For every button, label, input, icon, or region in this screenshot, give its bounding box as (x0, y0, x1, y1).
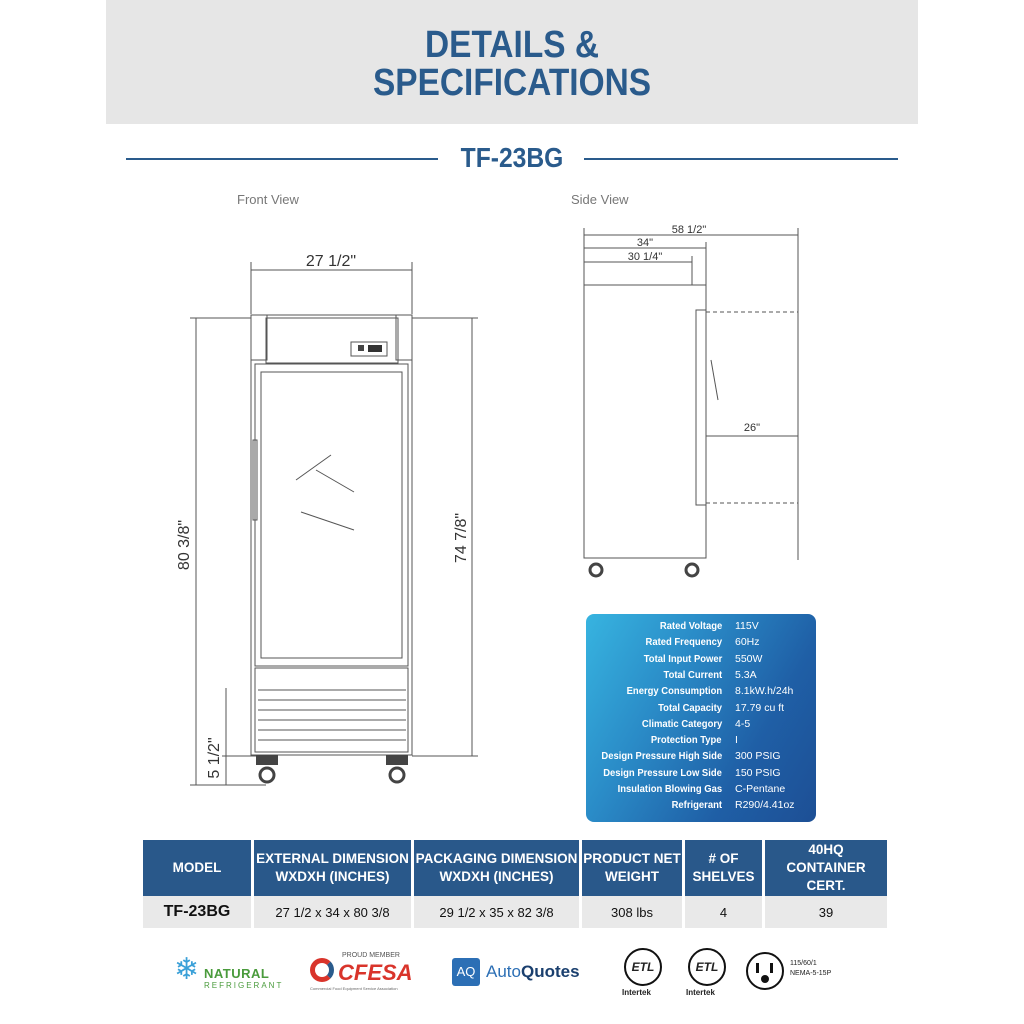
cfesa-sub-text: Commercial Food Equipment Service Association (310, 986, 398, 991)
spec-label: Rated Frequency (645, 636, 722, 649)
plug-ground-icon (761, 975, 769, 983)
header-text: WXDXH (INCHES) (439, 869, 554, 884)
spec-row (586, 799, 816, 815)
etl-listed-mark-1 (620, 948, 664, 1004)
etl-listed-mark-2 (684, 948, 728, 1004)
header-text: MODEL (172, 860, 222, 875)
natural-logo-text: NATURAL (204, 966, 270, 981)
table-header-container (765, 840, 887, 896)
spec-row (586, 734, 816, 750)
spec-value: 150 PSIG (735, 766, 781, 779)
spec-label: Total Input Power (643, 652, 722, 665)
cfesa-swirl-icon (310, 958, 334, 982)
spec-label: Total Capacity (658, 701, 722, 714)
spec-value: 17.79 cu ft (735, 701, 785, 714)
table-header-shelves (685, 840, 762, 896)
front-width-label: 27 1/2" (305, 253, 357, 270)
table-header-weight (582, 840, 682, 896)
plug-nema-text: NEMA-5-15P (790, 970, 832, 977)
front-height-total-label: 80 3/8" (176, 519, 193, 571)
spec-row (586, 620, 816, 636)
header-text: WXDXH (INCHES) (275, 869, 390, 884)
spec-row (586, 750, 816, 766)
front-base-label: 5 1/2" (206, 737, 223, 779)
header-title-line2: SPECIFICATIONS (372, 62, 652, 104)
spec-value: 4-5 (735, 717, 751, 730)
header-title-line1: DETAILS & (424, 24, 600, 66)
spec-label: Insulation Blowing Gas (617, 783, 722, 795)
cfesa-text: CFESA (338, 960, 413, 985)
plug-rating-text: 115/60/1 (790, 960, 817, 967)
cfesa-logo (310, 952, 440, 996)
spec-value: 5.3A (735, 668, 757, 681)
spec-label: Design Pressure High Side (601, 750, 722, 763)
spec-row (586, 685, 816, 701)
spec-value: C-Pentane (735, 783, 786, 795)
table-cell-weight: 308 lbs (582, 896, 682, 928)
spec-row (586, 718, 816, 734)
spec-row (586, 636, 816, 652)
header-text: PRODUCT NET (583, 851, 681, 866)
etl-circle-icon (624, 948, 662, 986)
table-cell-external: 27 1/2 x 34 x 80 3/8 (254, 896, 411, 928)
table-header-model (143, 840, 251, 896)
spec-label: Climatic Category (641, 717, 722, 730)
table-header-packaging (414, 840, 579, 896)
spec-sheet (106, 0, 918, 1024)
spec-value: 8.1kW.h/24h (735, 685, 794, 698)
header-text: 40HQ (808, 842, 844, 857)
etl-text: ETL (631, 960, 655, 974)
header-text: SHELVES (692, 869, 755, 884)
header-text: CONTAINER CERT. (786, 860, 866, 893)
plug-slot-icon (770, 963, 773, 973)
spec-row (586, 783, 816, 799)
spec-value: 300 PSIG (735, 750, 781, 763)
spec-value: 60Hz (735, 636, 760, 649)
auto-text: Auto (486, 962, 521, 981)
plug-slot-icon (756, 963, 759, 973)
autoquotes-logo (452, 958, 612, 990)
etl-text: ETL (695, 960, 719, 974)
natural-refrigerant-logo (174, 952, 302, 992)
spec-table (140, 840, 890, 928)
table-cell-model: TF-23BG (143, 896, 251, 928)
spec-row (586, 669, 816, 685)
spec-value: R290/4.41oz (735, 799, 795, 812)
intertek-text: Intertek (686, 988, 715, 997)
plug-icon (746, 952, 784, 990)
spec-label: Refrigerant (671, 799, 722, 812)
aq-badge: AQ (452, 958, 480, 986)
cfesa-top-text: PROUD MEMBER (342, 952, 400, 959)
header-text: EXTERNAL DIMENSION (256, 851, 409, 866)
snowflake-icon: ❄ (174, 953, 200, 986)
spec-label: Rated Voltage (659, 620, 722, 632)
side-view-label: Side View (571, 192, 629, 207)
header-text: # OF (708, 851, 739, 866)
spec-panel (586, 614, 816, 822)
spec-label: Total Current (663, 668, 722, 681)
header-text: PACKAGING DIMENSION (415, 851, 578, 866)
table-row (143, 896, 887, 928)
side-overall-label: 58 1/2" (671, 224, 707, 236)
refrigerant-logo-text: REFRIGERANT (204, 981, 284, 990)
table-header-row (143, 840, 887, 896)
autoquotes-text (486, 962, 580, 982)
table-cell-shelves: 4 (685, 896, 762, 928)
model-title: TF-23BG (460, 142, 564, 173)
header-text: WEIGHT (605, 869, 659, 884)
intertek-text: Intertek (622, 988, 651, 997)
side-depth-body-label: 30 1/4" (627, 251, 663, 263)
spec-row (586, 653, 816, 669)
spec-row (586, 702, 816, 718)
quotes-text: Quotes (520, 962, 580, 981)
table-cell-container: 39 (765, 896, 887, 928)
spec-value: 115V (735, 620, 759, 632)
side-door-label: 26" (743, 422, 761, 434)
spec-label: Energy Consumption (626, 685, 722, 698)
spec-label: Protection Type (651, 734, 722, 747)
front-view-label: Front View (237, 192, 299, 207)
spec-value: 550W (735, 652, 763, 665)
logo-row (106, 948, 918, 1008)
nema-plug-logo (746, 952, 856, 992)
etl-circle-icon (688, 948, 726, 986)
table-header-external (254, 840, 411, 896)
spec-label: Design Pressure Low Side (603, 766, 722, 779)
table-cell-packaging: 29 1/2 x 35 x 82 3/8 (414, 896, 579, 928)
spec-value: I (735, 734, 738, 747)
spec-row (586, 767, 816, 783)
front-height-body-label: 74 7/8" (453, 512, 470, 564)
side-depth-label: 34" (636, 237, 654, 249)
